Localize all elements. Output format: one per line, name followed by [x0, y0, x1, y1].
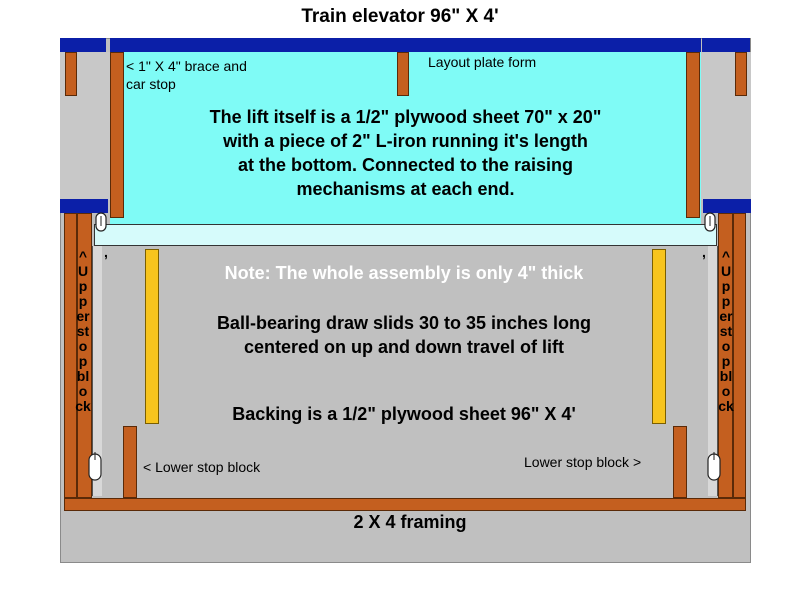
brace-label: < 1" X 4" brace and car stop — [126, 58, 247, 92]
lower-stop-block-right — [673, 426, 687, 498]
slides-description-line: centered on up and down travel of lift — [243, 337, 565, 357]
framing-bottom — [64, 498, 746, 511]
upper-stop-block-left-icon — [87, 452, 103, 484]
lift-description-line: mechanisms at each end. — [296, 179, 515, 199]
diagram-title: Train elevator 96" X 4' — [301, 6, 499, 27]
lower-stop-label-left: < Lower stop block — [143, 459, 261, 475]
car-stop-right-outer — [735, 52, 747, 96]
framing-label: 2 X 4 framing — [353, 512, 467, 532]
slides-description-line: Ball-bearing draw slids 30 to 35 inches long — [216, 313, 592, 333]
layout-plate-label: Layout plate form — [428, 54, 537, 70]
layout-plate-mid-right — [703, 199, 751, 213]
slides-description — [0, 311, 800, 359]
layout-plate-top-right — [702, 38, 750, 52]
thickness-note: Note: The whole assembly is only 4" thick — [224, 263, 584, 283]
lower-stop-label-right: Lower stop block > — [524, 454, 642, 470]
lift-description-line: The lift itself is a 1/2" plywood sheet 70" x 20" — [209, 107, 602, 127]
car-stop-center — [397, 52, 409, 96]
lift-description-line: with a piece of 2" L-iron running it's length — [223, 131, 588, 151]
layout-plate-top-left — [60, 38, 106, 52]
upper-stop-label-right: ^Upper stop block — [718, 248, 734, 414]
lift-description-line: at the bottom. Connected to the raising — [237, 155, 573, 175]
upper-stop-block-right-icon — [706, 452, 722, 484]
upper-stop-label-left: ^Upper stop block — [75, 248, 91, 414]
lift-connector-right-icon — [702, 212, 718, 242]
backing-description: Backing is a 1/2" plywood sheet 96" X 4' — [232, 404, 576, 424]
layout-plate-top-center — [110, 38, 701, 52]
car-stop-left-outer — [65, 52, 77, 96]
lower-stop-block-left — [123, 426, 137, 498]
hook-mark-right: , — [702, 244, 706, 260]
lift-description — [110, 105, 701, 201]
l-iron-strip — [94, 224, 717, 246]
lift-connector-left-icon — [93, 212, 109, 242]
layout-plate-mid-left — [60, 199, 108, 213]
hook-mark-left: , — [104, 244, 108, 260]
